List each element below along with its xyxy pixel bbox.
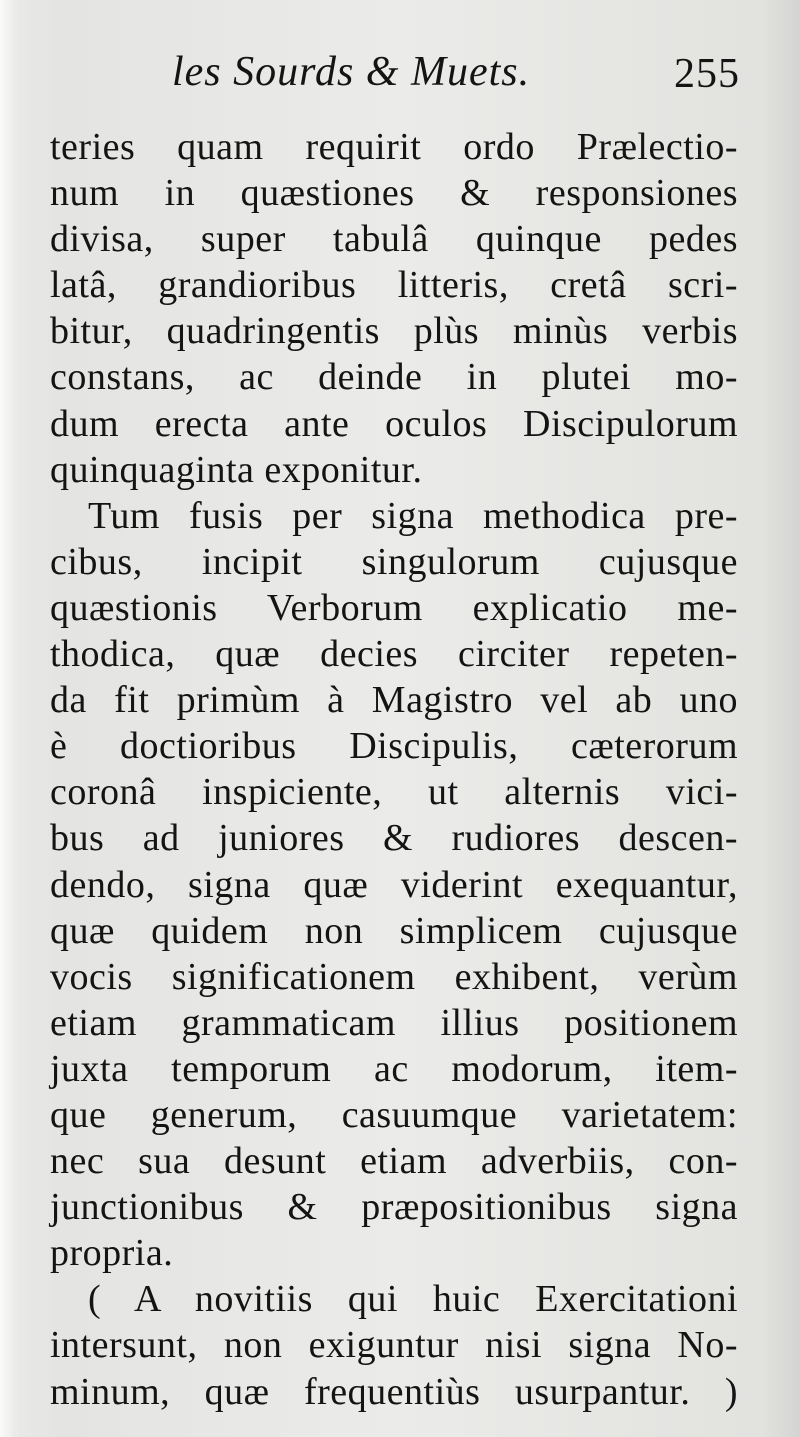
text-line: è doctioribus Discipulis, cæterorum [50,725,738,768]
text-line: constans, ac deinde in plutei mo- [50,356,738,399]
text-line: latâ, grandioribus litteris, cretâ scri- [50,264,738,307]
text-line: quinquaginta exponitur. [50,448,423,491]
text-line: intersunt, non exiguntur nisi signa No- [50,1324,738,1367]
page-gutter [0,0,14,1437]
text-line: quæ quidem non simplicem cujusque [50,909,738,952]
text-line: minum, quæ frequentiùs usurpantur. ) [50,1370,738,1413]
text-line: Tum fusis per signa methodica pre- [88,494,738,537]
text-line: propria. [50,1232,174,1275]
text-line: que generum, casuumque varietatem: [50,1093,738,1136]
running-head-title: les Sourds & Muets. [172,49,531,95]
running-head [160,48,740,108]
text-line: thodica, quæ decies circiter repeten- [50,633,738,676]
text-line: vocis significationem exhibent, verùm [50,955,738,998]
text-line: dum erecta ante oculos Discipulorum [50,402,738,445]
text-line: bus ad juniores & rudiores descen- [50,817,738,860]
text-line: juxta temporum ac modorum, item- [50,1047,738,1090]
text-line: cibus, incipit singulorum cujusque [50,540,738,583]
text-line: divisa, super tabulâ quinque pedes [50,218,738,261]
text-line: nec sua desunt etiam adverbiis, con- [50,1140,738,1183]
text-line: quæstionis Verborum explicatio me- [50,586,738,629]
text-line: etiam grammaticam illius positionem [50,1001,738,1044]
text-line: bitur, quadringentis plùs minùs verbis [50,310,738,353]
paragraph-3 [50,1276,738,1414]
page-number: 255 [674,51,740,97]
text-line: coronâ inspiciente, ut alternis vici- [50,771,738,814]
text-line: dendo, signa quæ viderint exequantur, [50,863,738,906]
body-text [50,124,738,1415]
paragraph-1 [50,124,738,493]
text-line: teries quam requirit ordo Prælectio- [50,126,738,168]
text-line: ( A novitiis qui huic Exercitationi [88,1278,738,1321]
text-line: da fit primùm à Magistro vel ab uno [50,679,738,722]
text-line: num in quæstiones & responsiones [50,172,738,215]
paragraph-2 [50,493,738,1277]
text-line: junctionibus & præpositionibus signa [50,1186,738,1229]
